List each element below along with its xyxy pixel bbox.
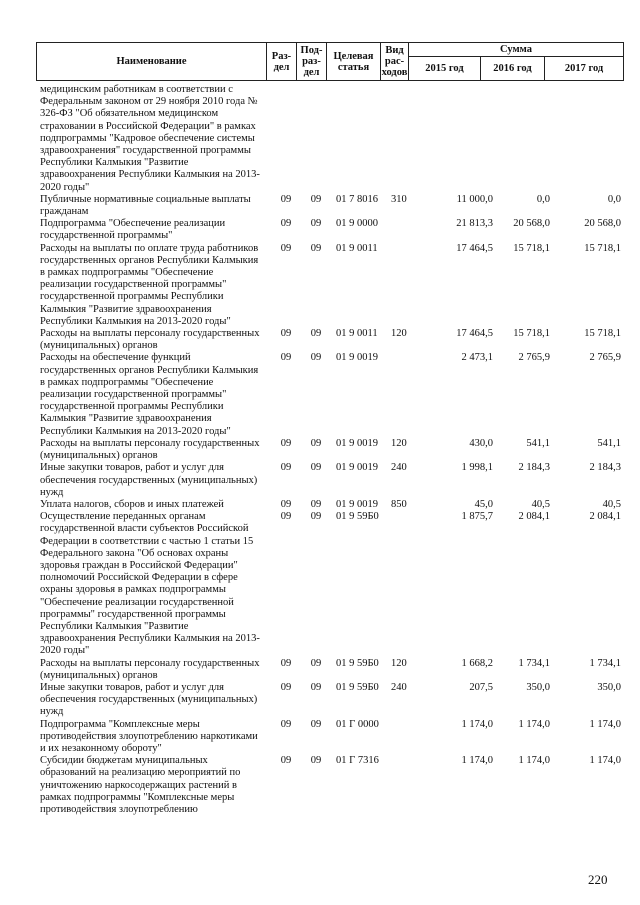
row-razdel: 09: [280, 218, 292, 230]
header-vid: [381, 43, 409, 81]
row-2017: 1 174,0: [589, 718, 621, 730]
row-2016: 2 765,9: [518, 352, 550, 364]
row-podrazdel: 09: [310, 352, 322, 364]
table-row: [0, 352, 640, 437]
row-name: Иные закупки товаров, работ и услуг для обеспечения государственных (муниципальных) нужд: [40, 462, 258, 498]
table-row: [0, 194, 640, 218]
row-razdel: 09: [280, 511, 292, 523]
row-podrazdel: 09: [310, 462, 322, 474]
row-2015: 1 668,2: [461, 657, 493, 669]
row-2016: 1 174,0: [518, 718, 550, 730]
row-celevaya: 01 9 0011: [336, 242, 378, 254]
row-2016: 350,0: [526, 681, 550, 693]
row-celevaya: 01 Г 0000: [336, 718, 379, 730]
header-2016: 2016 год: [481, 57, 545, 81]
row-2016: 541,1: [526, 437, 550, 449]
row-celevaya: 01 9 0019: [336, 352, 378, 364]
row-name: Субсидии бюджетам муниципальных образований на реализацию мероприятий по уничтожению наркосодержащих растений в рамках подпрограммы "Комплексные меры противодействия злоупотреблению: [40, 755, 241, 815]
row-2017: 2 765,9: [589, 352, 621, 364]
row-2017: 1 174,0: [589, 755, 621, 767]
row-name: Подпрограмма "Обеспечение реализации государственной программы": [40, 218, 226, 242]
row-2016: 20 568,0: [513, 218, 550, 230]
row-name: Публичные нормативные социальные выплаты гражданам: [40, 193, 251, 218]
row-razdel: 09: [280, 755, 292, 767]
row-name: Иные закупки товаров, работ и услуг для обеспечения государственных (муниципальных) нужд: [40, 681, 258, 718]
row-podrazdel: 09: [310, 437, 322, 449]
row-name: Уплата налогов, сборов и иных платежей: [40, 498, 224, 510]
row-2016: 0,0: [536, 193, 550, 205]
row-2017: 20 568,0: [584, 218, 621, 230]
row-podrazdel: 09: [310, 328, 322, 340]
page-number: 220: [588, 872, 608, 887]
row-vid: 310: [391, 193, 407, 205]
row-2015: 1 174,0: [461, 718, 493, 730]
row-podrazdel: 09: [310, 657, 322, 669]
row-2015: 1 998,1: [461, 462, 493, 474]
row-razdel: 09: [280, 328, 292, 340]
row-2015: 11 000,0: [456, 193, 493, 205]
row-celevaya: 01 9 59Б0: [336, 681, 379, 693]
row-2015: 2 473,1: [461, 352, 493, 364]
row-vid: 120: [391, 437, 407, 449]
row-celevaya: 01 9 0019: [336, 462, 378, 474]
row-2015: 430,0: [469, 437, 493, 449]
row-2017: 1 734,1: [589, 657, 621, 669]
table-row: [0, 499, 640, 511]
row-vid: 240: [391, 462, 407, 474]
header-2015: 2015 год: [409, 57, 481, 81]
row-2017: 15 718,1: [584, 242, 621, 254]
row-razdel: 09: [280, 242, 292, 254]
header-razdel-text: Раз- дел: [271, 50, 292, 73]
row-podrazdel: 09: [310, 755, 322, 767]
row-vid: 120: [391, 657, 407, 669]
row-podrazdel: 09: [310, 681, 322, 693]
header-vid-text: Вид рас- ходов: [381, 45, 408, 78]
row-podrazdel: 09: [310, 218, 322, 230]
row-celevaya: 01 9 0019: [336, 498, 378, 510]
row-razdel: 09: [280, 437, 292, 449]
row-2017: 15 718,1: [584, 328, 621, 340]
row-2015: 45,0: [474, 498, 493, 510]
row-2015: 207,5: [469, 681, 493, 693]
header-name: Наименование: [37, 43, 267, 81]
row-name: медицинским работникам в соответствии с Федеральным законом от 29 ноября 2010 года № 326-ФЗ "Об обязательном медицинском страховании в Российской Федерации" в рамках подпрограммы "Кадровое обеспечение системы здравоохранения" государственной программы Республики Калмыкия "Развитие здравоохранения Республики Калмыкия на 2013-2020 годы": [40, 84, 260, 193]
row-celevaya: 01 7 8016: [336, 193, 378, 205]
table-row: [0, 218, 640, 242]
row-razdel: 09: [280, 681, 292, 693]
header-podrazdel-text: Под- раз- дел: [300, 45, 323, 78]
table-row: [0, 719, 640, 756]
row-2015: 21 813,3: [456, 218, 493, 230]
table-body: [0, 84, 640, 816]
row-name: Осуществление переданных органам государственной власти субъектов Российской Федерации в соответствии с частью 1 статьи 15 Федерального закона "Об основах охраны здоровья граждан в Российской Федерации" полномочий Российской Федерации в сфере охраны здоровья в рамках подпрограммы "Обеспечение реализации государственной программы" государственной программы Республики Калмыкия "Развитие здравоохранения Республики Калмыкия на 2013-2020 годы": [40, 511, 260, 657]
row-podrazdel: 09: [310, 242, 322, 254]
row-name: Подпрограмма "Комплексные меры противодействия злоупотреблению наркотиками и их незаконному обороту": [40, 718, 258, 754]
row-celevaya: 01 9 0000: [336, 218, 378, 230]
row-2016: 15 718,1: [513, 328, 550, 340]
row-celevaya: 01 9 59Б0: [336, 511, 379, 523]
row-podrazdel: 09: [310, 193, 322, 205]
row-celevaya: 01 9 0011: [336, 328, 378, 340]
header-celevaya: [327, 43, 381, 81]
row-razdel: 09: [280, 657, 292, 669]
row-name: Расходы на выплаты персоналу государственных (муниципальных) органов: [40, 328, 260, 352]
row-name: Расходы на обеспечение функций государственных органов Республики Калмыкия в рамках подпрограммы "Обеспечение реализации государственной программы" государственной программы Республики Калмыкия "Развитие здравоохранения Республики Калмыкия на 2013-2020 годы": [40, 352, 259, 437]
row-razdel: 09: [280, 462, 292, 474]
row-podrazdel: 09: [310, 511, 322, 523]
row-2017: 2 184,3: [589, 462, 621, 474]
row-celevaya: 01 Г 7316: [336, 755, 379, 767]
row-name: Расходы на выплаты персоналу государственных (муниципальных) органов: [40, 437, 260, 462]
table-row: [0, 658, 640, 682]
row-2017: 40,5: [602, 498, 621, 510]
table-row: [0, 462, 640, 499]
table-row: [0, 682, 640, 719]
row-razdel: 09: [280, 498, 292, 510]
row-2017: 541,1: [597, 437, 621, 449]
row-razdel: 09: [280, 193, 292, 205]
header-celevaya-text: Целевая статья: [333, 50, 374, 73]
row-name: Расходы на выплаты по оплате труда работников государственных органов Республики Калмыкия в рамках подпрограммы "Обеспечение реализации государственной программы" государственной программы Республики Калмыкия "Развитие здравоохранения Республики Калмыкия на 2013-2020 годы": [40, 242, 259, 327]
row-2015: 1 174,0: [461, 755, 493, 767]
row-podrazdel: 09: [310, 498, 322, 510]
row-razdel: 09: [280, 352, 292, 364]
table-row: [0, 755, 640, 816]
table-row: [0, 84, 640, 194]
row-2016: 40,5: [531, 498, 550, 510]
table-row: [0, 511, 640, 657]
row-2015: 17 464,5: [456, 242, 493, 254]
row-celevaya: 01 9 59Б0: [336, 657, 379, 669]
row-vid: 120: [391, 328, 407, 340]
header-2017: 2017 год: [545, 57, 624, 81]
row-2016: 2 084,1: [518, 511, 550, 523]
table-row: [0, 243, 640, 328]
row-vid: 240: [391, 681, 407, 693]
row-2015: 1 875,7: [461, 511, 493, 523]
row-razdel: 09: [280, 718, 292, 730]
row-2017: 350,0: [597, 681, 621, 693]
row-2016: 2 184,3: [518, 462, 550, 474]
row-2017: 0,0: [607, 193, 621, 205]
table-header: [36, 42, 624, 81]
row-2015: 17 464,5: [456, 328, 493, 340]
header-razdel: [267, 43, 297, 81]
row-2016: 15 718,1: [513, 242, 550, 254]
row-name: Расходы на выплаты персоналу государственных (муниципальных) органов: [40, 657, 260, 681]
row-vid: 850: [391, 498, 407, 510]
row-2016: 1 734,1: [518, 657, 550, 669]
row-2016: 1 174,0: [518, 755, 550, 767]
header-summa: Сумма: [409, 43, 624, 57]
row-podrazdel: 09: [310, 718, 322, 730]
row-2017: 2 084,1: [589, 511, 621, 523]
table-row: [0, 328, 640, 352]
header-podrazdel: [297, 43, 327, 81]
table-row: [0, 438, 640, 462]
row-celevaya: 01 9 0019: [336, 437, 378, 449]
